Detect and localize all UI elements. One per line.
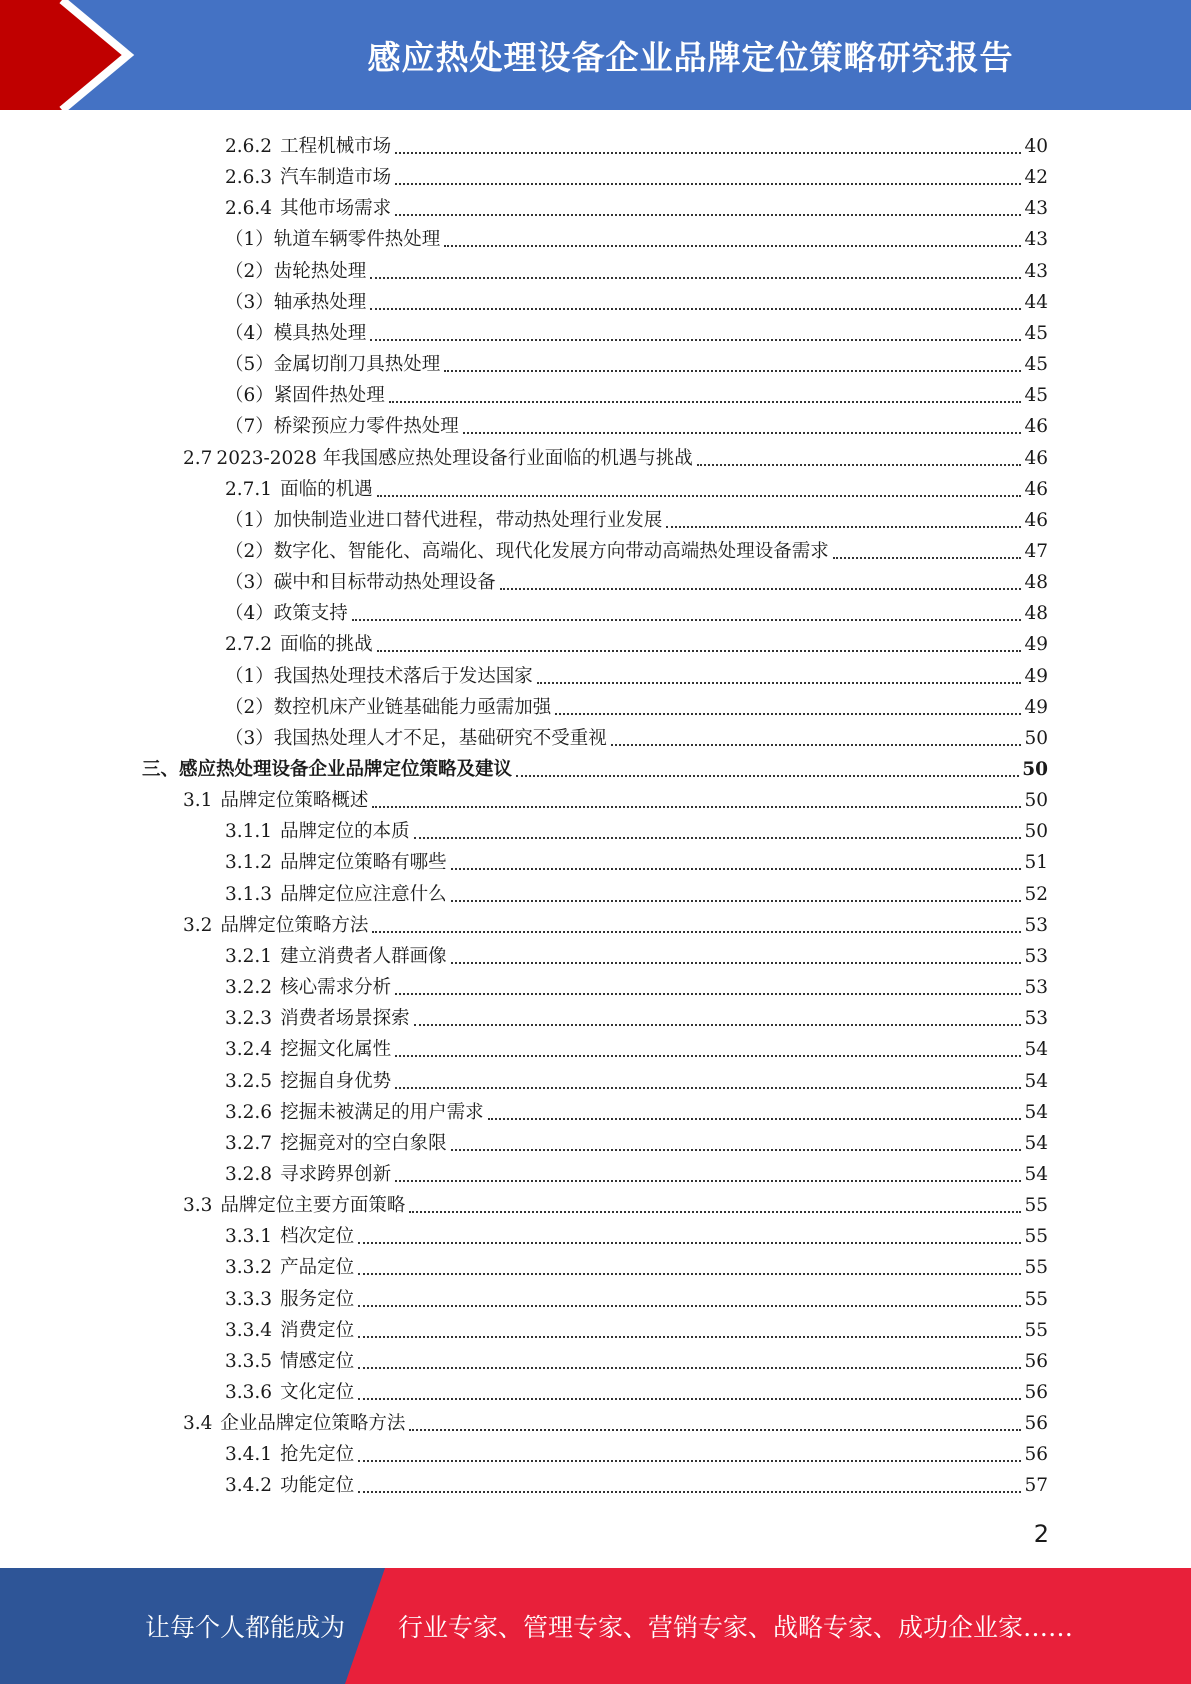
toc-entry-number: 3.2.2: [225, 977, 273, 999]
toc-entry-title: 齿轮热处理: [273, 260, 367, 282]
toc-dot-leader: [444, 244, 1021, 247]
toc-entry-title: 消费者场景探索: [280, 1008, 410, 1030]
toc-entry-number: 3.2.4: [225, 1039, 273, 1061]
toc-entry-number: 2.7.2: [225, 634, 273, 656]
toc-entry[interactable]: [225, 969, 1048, 1000]
toc-entry-number: 3.3.5: [225, 1350, 273, 1372]
toc-entry-page: 54: [1024, 1039, 1048, 1061]
toc-entry-number: 3.1: [183, 790, 213, 812]
toc-entry-number: 3.4: [183, 1413, 213, 1435]
toc-dot-leader: [537, 681, 1022, 684]
toc-dot-leader: [395, 1179, 1021, 1182]
toc-dot-leader: [358, 1335, 1021, 1338]
toc-entry[interactable]: [225, 1467, 1048, 1498]
toc-entry-number: （1）: [225, 665, 274, 687]
toc-entry-number: （3）: [225, 291, 274, 313]
toc-entry-number: 3.3.1: [225, 1226, 273, 1248]
footer-banner: [0, 1568, 1191, 1684]
toc-entry[interactable]: [225, 876, 1048, 907]
toc-entry-page: 45: [1024, 322, 1048, 344]
toc-dot-leader: [395, 1086, 1021, 1089]
toc-dot-leader: [358, 1366, 1021, 1369]
toc-entry-title: 汽车制造市场: [280, 167, 392, 189]
toc-entry[interactable]: [225, 284, 1048, 315]
toc-entry-title: 轴承热处理: [273, 291, 367, 313]
toc-dot-leader: [370, 338, 1021, 341]
toc-entry[interactable]: [225, 471, 1048, 502]
toc-entry-title: 品牌定位策略有哪些: [280, 852, 447, 874]
toc-entry[interactable]: [225, 221, 1048, 252]
toc-entry[interactable]: [142, 751, 1048, 782]
toc-entry[interactable]: [225, 253, 1048, 284]
toc-entry-number: 3.3.6: [225, 1382, 273, 1403]
toc-entry[interactable]: [183, 907, 1048, 938]
toc-entry-page: 45: [1024, 385, 1048, 407]
toc-entry-title: 挖掘竞对的空白象限: [280, 1132, 447, 1154]
toc-entry[interactable]: [225, 1436, 1048, 1467]
toc-entry[interactable]: [183, 440, 1048, 471]
toc-entry-number: 3.3: [183, 1195, 213, 1217]
toc-entry[interactable]: [225, 1156, 1048, 1187]
toc-entry[interactable]: [225, 408, 1048, 439]
toc-dot-leader: [358, 1490, 1021, 1493]
toc-entry-page: 50: [1024, 821, 1048, 843]
toc-entry-number: 3.4.2: [225, 1475, 273, 1497]
toc-entry-page: 56: [1024, 1413, 1048, 1435]
toc-dot-leader: [358, 1459, 1021, 1462]
toc-dot-leader: [370, 307, 1021, 310]
toc-entry[interactable]: [225, 1000, 1048, 1031]
toc-entry-title: 挖掘未被满足的用户需求: [280, 1101, 484, 1123]
toc-dot-leader: [611, 743, 1022, 746]
toc-dot-leader: [463, 431, 1022, 434]
toc-dot-leader: [358, 1241, 1021, 1244]
toc-entry-title: 工程机械市场: [280, 136, 392, 157]
toc-entry-number: 3.2.3: [225, 1008, 273, 1030]
toc-entry-title: 我国热处理技术落后于发达国家: [273, 665, 533, 687]
toc-entry[interactable]: [225, 689, 1048, 720]
toc-entry-number: 2.6.4: [225, 198, 273, 220]
toc-entry-page: 54: [1024, 1101, 1048, 1123]
toc-entry[interactable]: [225, 1218, 1048, 1249]
toc-entry-number: （1）: [225, 229, 274, 251]
toc-entry-title: 档次定位: [280, 1226, 355, 1248]
toc-entry-number: （7）: [225, 416, 274, 438]
toc-entry-number: 3.2: [183, 914, 213, 936]
toc-entry-title: 面临的机遇: [280, 478, 373, 500]
toc-entry-number: （2）: [225, 540, 274, 562]
toc-entry-page: 49: [1024, 696, 1048, 718]
toc-entry-number: （2）: [225, 260, 274, 282]
toc-entry[interactable]: [225, 1374, 1048, 1405]
toc-entry-page: 46: [1024, 478, 1048, 500]
header-banner: [0, 0, 1191, 110]
toc-entry-page: 49: [1024, 634, 1048, 656]
toc-dot-leader: [555, 712, 1021, 715]
toc-entry-number: （3）: [225, 727, 274, 749]
toc-entry[interactable]: [225, 1125, 1048, 1156]
toc-entry-page: 55: [1024, 1257, 1048, 1279]
toc-entry-number: 3.2.6: [225, 1101, 273, 1123]
toc-dot-leader: [451, 1148, 1022, 1151]
toc-entry-title: 轨道车辆零件热处理: [273, 229, 441, 251]
toc-entry[interactable]: [183, 1405, 1048, 1436]
toc-dot-leader: [395, 1054, 1021, 1057]
header-arrow-decoration: [0, 0, 150, 110]
toc-dot-leader: [451, 867, 1022, 870]
toc-entry-title: 品牌定位主要方面策略: [220, 1195, 406, 1217]
toc-entry[interactable]: [225, 377, 1048, 408]
toc-entry-number: 2.6.3: [225, 167, 273, 189]
toc-entry[interactable]: [225, 159, 1048, 190]
toc-entry-page: 44: [1024, 291, 1048, 313]
toc-dot-leader: [358, 1397, 1021, 1400]
toc-entry-title: 企业品牌定位策略方法: [220, 1413, 406, 1435]
toc-entry-title: 模具热处理: [273, 322, 367, 344]
toc-entry-title: 2023-2028 年我国感应热处理设备行业面临的机遇与挑战: [216, 447, 693, 469]
toc-entry-page: 46: [1024, 416, 1048, 438]
toc-entry[interactable]: [225, 844, 1048, 875]
toc-entry-page: 43: [1024, 198, 1048, 220]
toc-entry-page: 50: [1022, 759, 1048, 780]
toc-dot-leader: [372, 930, 1021, 933]
toc-entry[interactable]: [225, 658, 1048, 689]
toc-entry-number: 3.1.1: [225, 821, 273, 843]
toc-entry-title: 政策支持: [273, 603, 348, 625]
toc-entry-page: 50: [1024, 727, 1048, 749]
toc-dot-leader: [358, 1272, 1021, 1275]
toc-entry[interactable]: [225, 190, 1048, 221]
toc-dot-leader: [395, 992, 1021, 995]
toc-entry-title: 面临的挑战: [280, 634, 373, 656]
toc-entry-title: 感应热处理设备企业品牌定位策略及建议: [179, 759, 513, 780]
toc-dot-leader: [389, 400, 1022, 403]
toc-entry-page: 55: [1024, 1288, 1048, 1310]
toc-entry-page: 56: [1024, 1444, 1048, 1466]
toc-entry-page: 49: [1024, 665, 1048, 687]
footer-slogan-right: 行业专家、管理专家、营销专家、战略专家、成功企业家……: [398, 1613, 1074, 1642]
toc-entry-page: 46: [1024, 509, 1048, 531]
toc-entry-title: 服务定位: [280, 1288, 355, 1310]
toc-entry[interactable]: [225, 595, 1048, 626]
toc-dot-leader: [395, 213, 1021, 216]
toc-entry-page: 56: [1024, 1350, 1048, 1372]
toc-entry-number: 3.3.3: [225, 1288, 273, 1310]
toc-entry-number: （4）: [225, 322, 274, 344]
toc-entry-title: 碳中和目标带动热处理设备: [273, 572, 496, 594]
toc-entry-page: 42: [1024, 167, 1048, 189]
toc-entry-title: 我国热处理人才不足，基础研究不受重视: [273, 727, 607, 749]
toc-entry[interactable]: [183, 1187, 1048, 1218]
toc-entry-number: 2.7: [183, 447, 213, 469]
toc-entry-number: （3）: [225, 572, 274, 594]
toc-entry-page: 53: [1024, 945, 1048, 967]
toc-entry[interactable]: [225, 564, 1048, 595]
toc-entry[interactable]: [225, 626, 1048, 657]
toc-entry[interactable]: [225, 502, 1048, 533]
toc-entry-title: 桥梁预应力零件热处理: [273, 416, 459, 438]
toc-entry-title: 加快制造业进口替代进程，带动热处理行业发展: [273, 509, 663, 531]
toc-entry-page: 43: [1024, 229, 1048, 251]
toc-dot-leader: [414, 836, 1022, 839]
toc-dot-leader: [451, 961, 1022, 964]
toc-entry-page: 48: [1024, 572, 1048, 594]
toc-entry-title: 寻求跨界创新: [280, 1163, 392, 1185]
toc-entry[interactable]: [225, 1281, 1048, 1312]
toc-entry-title: 建立消费者人群画像: [280, 945, 447, 967]
toc-entry-page: 48: [1024, 603, 1048, 625]
toc-entry-title: 品牌定位的本质: [280, 821, 410, 843]
toc-entry-page: 50: [1024, 790, 1048, 812]
toc-entry-title: 核心需求分析: [280, 977, 392, 999]
toc-entry[interactable]: [183, 782, 1048, 813]
toc-entry-page: 53: [1024, 977, 1048, 999]
toc-entry[interactable]: [225, 315, 1048, 346]
toc-entry-page: 40: [1024, 136, 1048, 157]
toc-dot-leader: [697, 463, 1022, 466]
toc-entry[interactable]: [225, 1031, 1048, 1062]
report-title: 感应热处理设备企业品牌定位策略研究报告: [367, 37, 1014, 77]
toc-entry-page: 52: [1024, 883, 1048, 905]
toc-entry-number: 3.1.3: [225, 883, 273, 905]
toc-dot-leader: [395, 151, 1021, 154]
toc-entry[interactable]: [225, 1094, 1048, 1125]
toc-dot-leader: [488, 1117, 1022, 1120]
toc-entry-page: 56: [1024, 1382, 1048, 1403]
toc-entry-number: 3.2.7: [225, 1132, 273, 1154]
toc-entry-page: 57: [1024, 1475, 1048, 1497]
toc-dot-leader: [451, 899, 1022, 902]
toc-dot-leader: [444, 369, 1021, 372]
toc-entry-number: 3.2.1: [225, 945, 273, 967]
toc-entry-page: 53: [1024, 1008, 1048, 1030]
toc-entry-number: （6）: [225, 385, 274, 407]
toc-entry-title: 品牌定位应注意什么: [280, 883, 447, 905]
toc-dot-leader: [370, 276, 1021, 279]
footer-slogan-left: 让每个人都能成为: [145, 1613, 346, 1642]
toc-entry-number: 三、: [142, 759, 180, 780]
toc-entry-title: 数字化、智能化、高端化、现代化发展方向带动高端热处理设备需求: [273, 540, 829, 562]
toc-entry-page: 46: [1024, 447, 1048, 469]
toc-entry-page: 54: [1024, 1070, 1048, 1092]
toc-entry[interactable]: [225, 128, 1048, 159]
toc-dot-leader: [414, 1023, 1022, 1026]
toc-entry[interactable]: [225, 938, 1048, 969]
toc-entry-page: 45: [1024, 354, 1048, 376]
toc-entry[interactable]: [225, 813, 1048, 844]
toc-entry[interactable]: [225, 720, 1048, 751]
toc-entry-number: （2）: [225, 696, 274, 718]
toc-entry-page: 55: [1024, 1226, 1048, 1248]
toc-dot-leader: [372, 805, 1021, 808]
toc-dot-leader: [833, 556, 1022, 559]
toc-dot-leader: [358, 1304, 1021, 1307]
toc-entry[interactable]: [225, 1312, 1048, 1343]
toc-entry-page: 47: [1024, 540, 1048, 562]
toc-dot-leader: [352, 618, 1022, 621]
toc-entry-title: 紧固件热处理: [273, 385, 385, 407]
toc-entry-title: 文化定位: [280, 1382, 355, 1403]
toc-entry-number: （4）: [225, 603, 274, 625]
toc-entry-page: 55: [1024, 1319, 1048, 1341]
toc-entry-title: 消费定位: [280, 1319, 355, 1341]
toc-dot-leader: [409, 1210, 1021, 1213]
toc-entry-page: 51: [1024, 852, 1048, 874]
toc-entry[interactable]: [225, 1343, 1048, 1374]
toc-dot-leader: [395, 182, 1021, 185]
toc-entry-number: 3.3.2: [225, 1257, 273, 1279]
toc-entry-title: 挖掘文化属性: [280, 1039, 392, 1061]
toc-dot-leader: [516, 774, 1019, 777]
toc-entry-title: 产品定位: [280, 1257, 355, 1279]
toc-entry-title: 品牌定位策略方法: [220, 914, 369, 936]
toc-entry-number: 3.3.4: [225, 1319, 273, 1341]
toc-entry[interactable]: [225, 1249, 1048, 1280]
toc-entry-page: 54: [1024, 1163, 1048, 1185]
toc-entry-number: 2.7.1: [225, 478, 273, 500]
toc-entry-number: 3.2.8: [225, 1163, 273, 1185]
toc-entry[interactable]: [225, 533, 1048, 564]
toc-entry-number: （1）: [225, 509, 274, 531]
toc-dot-leader: [500, 587, 1022, 590]
toc-entry-title: 品牌定位策略概述: [220, 790, 369, 812]
toc-entry-title: 数控机床产业链基础能力亟需加强: [273, 696, 552, 718]
toc-entry-page: 54: [1024, 1132, 1048, 1154]
toc-entry-title: 抢先定位: [280, 1444, 355, 1466]
toc-entry-page: 55: [1024, 1195, 1048, 1217]
toc-entry-title: 功能定位: [280, 1475, 355, 1497]
toc-entry-number: 3.4.1: [225, 1444, 273, 1466]
toc-entry-page: 43: [1024, 260, 1048, 282]
toc-dot-leader: [377, 494, 1022, 497]
toc-entry-number: （5）: [225, 354, 274, 376]
toc-entry-number: 2.6.2: [225, 136, 273, 157]
toc-entry-number: 3.2.5: [225, 1070, 273, 1092]
toc-entry-title: 挖掘自身优势: [280, 1070, 392, 1092]
page-number: 2: [1033, 1520, 1049, 1548]
toc-entry-number: 3.1.2: [225, 852, 273, 874]
toc-entry-title: 情感定位: [280, 1350, 355, 1372]
toc-entry[interactable]: [225, 346, 1048, 377]
toc-entry-title: 其他市场需求: [280, 198, 392, 220]
toc-entry-page: 53: [1024, 914, 1048, 936]
toc-entry[interactable]: [225, 1063, 1048, 1094]
toc-entry-title: 金属切削刀具热处理: [273, 354, 441, 376]
toc-dot-leader: [377, 649, 1022, 652]
toc-dot-leader: [666, 525, 1021, 528]
toc-dot-leader: [409, 1428, 1021, 1431]
